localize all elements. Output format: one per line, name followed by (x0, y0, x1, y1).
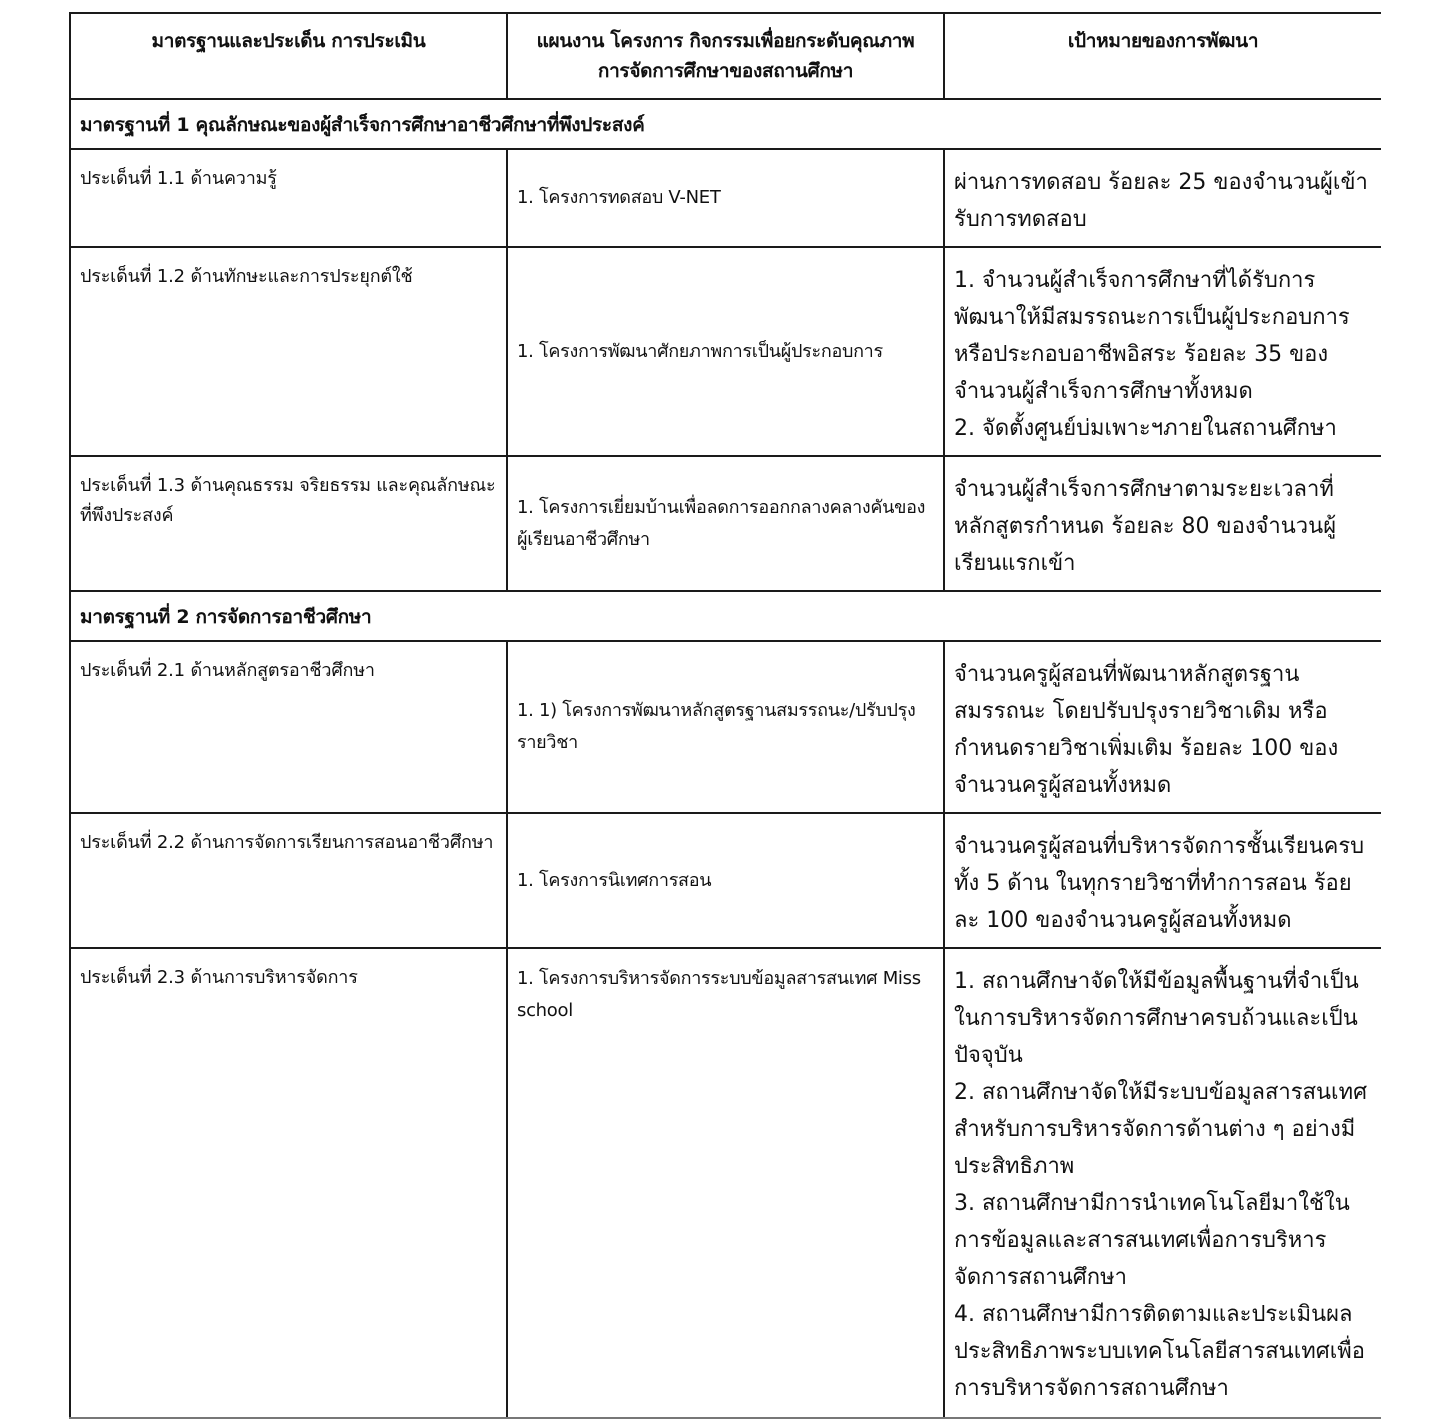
issue-cell: ประเด็นที่ 1.2 ด้านทักษะและการประยุกต์ใช้ (70, 247, 507, 456)
issue-cell: ประเด็นที่ 2.2 ด้านการจัดการเรียนการสอนอาชีวศึกษา (70, 813, 507, 948)
goal-cell (944, 247, 1381, 456)
header-plans-line-1: แผนงาน โครงการ กิจกรรมเพื่อยกระดับคุณภาพ (536, 30, 915, 52)
table-header-row (70, 13, 1381, 99)
goal-item: 1. สถานศึกษาจัดให้มีข้อมูลพื้นฐานที่จำเป็นในการบริหารจัดการศึกษาครบถ้วนและเป็นปัจจุบัน (954, 969, 1359, 1068)
standard-2-title: มาตรฐานที่ 2 การจัดการอาชีวศึกษา (70, 591, 1381, 641)
standard-1-title: มาตรฐานที่ 1 คุณลักษณะของผู้สำเร็จการศึกษาอาชีวศึกษาที่พึงประสงค์ (70, 99, 1381, 149)
standard-section-row (70, 99, 1381, 149)
goal-item: 4. สถานศึกษามีการติดตามและประเมินผลประสิทธิภาพระบบเทคโนโลยีสารสนเทศเพื่อการบริหารจัดการสถานศึกษา (954, 1302, 1365, 1401)
goal-cell (944, 948, 1381, 1418)
goal-item: 1. จำนวนผู้สำเร็จการศึกษาที่ได้รับการพัฒนาให้มีสมรรถนะการเป็นผู้ประกอบการหรือประกอบอาชีพอิสระ ร้อยละ 35 ของจำนวนผู้สำเร็จการศึกษาทั้งหมด (954, 268, 1350, 404)
issue-cell: ประเด็นที่ 2.3 ด้านการบริหารจัดการ (70, 948, 507, 1418)
issue-cell: ประเด็นที่ 1.1 ด้านความรู้ (70, 149, 507, 247)
table-row (70, 641, 1381, 813)
header-plans-projects (507, 13, 944, 99)
header-standards-issues: มาตรฐานและประเด็น การประเมิน (70, 13, 507, 99)
goal-cell: จำนวนผู้สำเร็จการศึกษาตามระยะเวลาที่หลักสูตรกำหนด ร้อยละ 80 ของจำนวนผู้เรียนแรกเข้า (944, 456, 1381, 591)
goal-item: 2. สถานศึกษาจัดให้มีระบบข้อมูลสารสนเทศสำหรับการบริหารจัดการด้านต่าง ๆ อย่างมีประสิทธิภาพ (954, 1080, 1368, 1179)
project-cell: 1. 1) โครงการพัฒนาหลักสูตรฐานสมรรถนะ/ปรับปรุงรายวิชา (507, 641, 944, 813)
development-plan-table-container (69, 12, 1380, 1419)
goal-cell: จำนวนครูผู้สอนที่พัฒนาหลักสูตรฐานสมรรถนะ โดยปรับปรุงรายวิชาเดิม หรือกำหนดรายวิชาเพิ่มเติม ร้อยละ 100 ของจำนวนครูผู้สอนทั้งหมด (944, 641, 1381, 813)
project-cell: 1. โครงการทดสอบ V-NET (507, 149, 944, 247)
project-cell: 1. โครงการนิเทศการสอน (507, 813, 944, 948)
table-row (70, 948, 1381, 1418)
standard-section-row (70, 591, 1381, 641)
goal-item: 2. จัดตั้งศูนย์บ่มเพาะฯภายในสถานศึกษา (954, 416, 1337, 441)
header-plans-line-2: การจัดการศึกษาของสถานศึกษา (597, 60, 854, 82)
table-row (70, 456, 1381, 591)
table-row (70, 149, 1381, 247)
goal-item: 3. สถานศึกษามีการนำเทคโนโลยีมาใช้ในการข้อมูลและสารสนเทศเพื่อการบริหารจัดการสถานศึกษา (954, 1191, 1350, 1290)
project-cell: 1. โครงการพัฒนาศักยภาพการเป็นผู้ประกอบการ (507, 247, 944, 456)
goal-cell: จำนวนครูผู้สอนที่บริหารจัดการชั้นเรียนครบทั้ง 5 ด้าน ในทุกรายวิชาที่ทำการสอน ร้อยละ 100 ของจำนวนครูผู้สอนทั้งหมด (944, 813, 1381, 948)
issue-cell: ประเด็นที่ 1.3 ด้านคุณธรรม จริยธรรม และคุณลักษณะที่พึงประสงค์ (70, 456, 507, 591)
table-row (70, 247, 1381, 456)
issue-cell: ประเด็นที่ 2.1 ด้านหลักสูตรอาชีวศึกษา (70, 641, 507, 813)
header-development-goals: เป้าหมายของการพัฒนา (944, 13, 1381, 99)
table-row (70, 813, 1381, 948)
goal-cell: ผ่านการทดสอบ ร้อยละ 25 ของจำนวนผู้เข้ารับการทดสอบ (944, 149, 1381, 247)
development-plan-table (69, 12, 1381, 1419)
project-cell: 1. โครงการเยี่ยมบ้านเพื่อลดการออกกลางคลางคันของผู้เรียนอาชีวศึกษา (507, 456, 944, 591)
project-cell: 1. โครงการบริหารจัดการระบบข้อมูลสารสนเทศ Miss school (507, 948, 944, 1418)
